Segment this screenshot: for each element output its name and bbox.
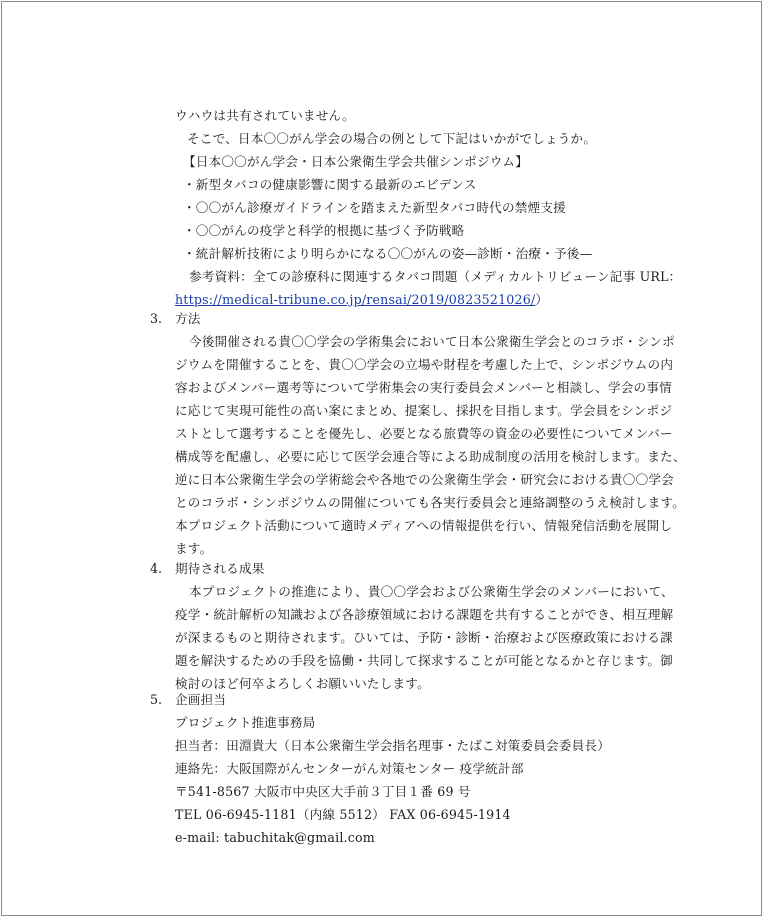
section-3-line-2: ジウムを開催することを、貴〇〇学会の立場や財程を考慮した上で、シンポジウムの内 — [175, 357, 674, 372]
section-4-line-5: 検討のほど何卒よろしくお願いいたします。 — [175, 676, 430, 691]
section-3-line-8: とのコラボ・シンポジウムの開催についても各実行委員会と連絡調整のうえ検討します。 — [175, 495, 686, 510]
page-content — [2, 2, 761, 915]
section-4-line-2: 疫学・統計解析の知識および各診療領域における課題を共有することができ、相互理解 — [175, 607, 674, 622]
topic-bullet-4: ・統計解析技術により明らかになる〇〇がんの姿—診断・治療・予後— — [183, 246, 593, 261]
symposium-title: 【日本〇〇がん学会・日本公衆衛生学会共催シンポジウム】 — [183, 154, 528, 169]
reference-url-line — [175, 292, 548, 308]
section-3-line-6: 構成等を配慮し、必要に応じて医学会連合等による助成制度の活用を検討します。また、 — [175, 449, 686, 464]
section-3-heading: 方法 — [175, 311, 201, 326]
contact-email: e-mail: tabuchitak@gmail.com — [175, 830, 375, 845]
section-3-line-10: ます。 — [175, 541, 213, 556]
section-3-line-5: ストとして選考することを優先し、必要となる旅費等の資金の必要性についてメンバー — [175, 426, 673, 441]
contact-org: 連絡先：大阪国際がんセンターがん対策センター 疫学統計部 — [175, 761, 524, 776]
section-4-line-3: が深まるものと期待されます。ひいては、予防・診断・治療および医療政策における課 — [175, 630, 673, 645]
intro-line-1: ウハウは共有されていません。 — [175, 108, 355, 123]
topic-bullet-1: ・新型タバコの健康影響に関する最新のエビデンス — [183, 177, 477, 192]
intro-line-2: そこで、日本〇〇がん学会の場合の例として下記はいかがでしょうか。 — [187, 131, 597, 146]
section-3-line-1: 今後開催される貴〇〇学会の学術集会において日本公衆衛生学会とのコラボ・シンポ — [189, 334, 675, 349]
contact-phone: TEL 06-6945-1181（内線 5512） FAX 06-6945-1914 — [175, 807, 511, 822]
section-3-number: 3. — [150, 311, 163, 326]
section-4-line-1: 本プロジェクトの推進により、貴〇〇学会および公衆衛生学会のメンバーにおいて、 — [189, 584, 674, 599]
section-4-line-4: 題を解決するための手段を協働・共同して探求することが可能となるかと存じます。御 — [175, 653, 673, 668]
reference-line: 参考資料：全ての診療科に関連するタバコ問題（メディカルトリビューン記事 URL： — [189, 269, 682, 284]
section-3-line-9: 本プロジェクト活動について適時メディアへの情報提供を行い、情報発信活動を展開し — [175, 518, 673, 533]
section-5-number: 5. — [150, 692, 163, 707]
topic-bullet-2: ・〇〇がん診療ガイドラインを踏まえた新型タバコ時代の禁煙支援 — [183, 200, 566, 215]
section-5-heading: 企画担当 — [175, 692, 227, 707]
contact-person: 担当者：田淵貴大（日本公衆衛生学会指名理事・たばこ対策委員会委員長） — [175, 738, 610, 753]
contact-address: 〒541-8567 大阪市中央区大手前３丁目１番 69 号 — [175, 784, 471, 799]
section-4-number: 4. — [150, 561, 163, 576]
section-3-line-3: 容およびメンバー選考等について学術集会の実行委員会メンバーと相談し、学会の事情 — [175, 380, 672, 395]
section-3-line-7: 逆に日本公衆衛生学会の学術総会や各地での公衆衛生学会・研究会における貴〇〇学会 — [175, 472, 674, 487]
document-page — [1, 1, 762, 916]
contact-office: プロジェクト推進事務局 — [175, 715, 316, 730]
topic-bullet-3: ・〇〇がんの疫学と科学的根拠に基づく予防戦略 — [183, 223, 465, 238]
reference-link[interactable]: https://medical-tribune.co.jp/rensai/2019/0823521026/ — [175, 292, 536, 307]
reference-close: ） — [535, 292, 549, 307]
section-3-line-4: に応じて実現可能性の高い案にまとめ、提案し、採択を目指します。学会員をシンポジ — [175, 403, 673, 418]
section-4-heading: 期待される成果 — [175, 561, 265, 576]
